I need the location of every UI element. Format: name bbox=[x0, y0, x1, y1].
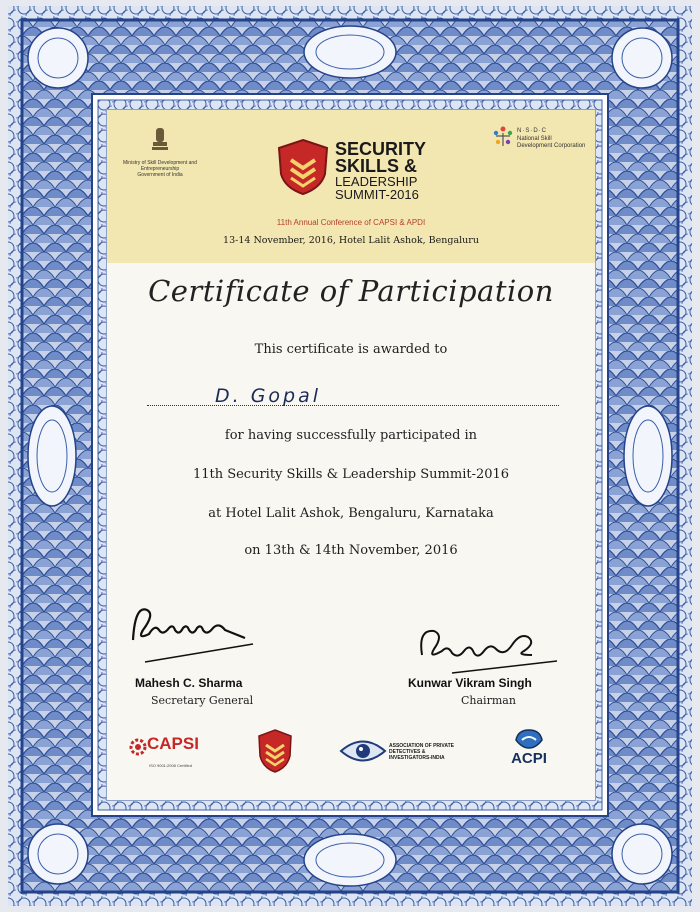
emblem-icon bbox=[150, 126, 170, 154]
ministry-text: Ministry of Skill Development and Entrepreneurship Government of India bbox=[123, 160, 197, 178]
summit-shield-icon bbox=[257, 728, 293, 774]
signatory-name-right: Kunwar Vikram Singh bbox=[408, 676, 532, 690]
header-banner bbox=[107, 110, 595, 263]
body-line: on 13th & 14th November, 2016 bbox=[244, 543, 458, 558]
certificate-title: Certificate of Participation bbox=[148, 274, 554, 308]
shield-icon bbox=[277, 138, 329, 196]
summit-title-line: LEADERSHIP bbox=[335, 174, 418, 189]
body-line: 11th Security Skills & Leadership Summit-2016 bbox=[192, 467, 510, 482]
nsdc-acronym: N·S·D·C bbox=[517, 128, 547, 134]
recipient-name: D. Gopal bbox=[215, 385, 322, 407]
summit-title-line: SUMMIT-2016 bbox=[335, 187, 419, 202]
ministry-logo bbox=[115, 126, 205, 178]
body-line: at Hotel Lalit Ashok, Bengaluru, Karnataka bbox=[208, 506, 494, 521]
capsi-text: CAPSI bbox=[147, 734, 199, 753]
capsi-subtext: ISO 9001:2008 Certified bbox=[149, 763, 192, 768]
body-line: for having successfully participated in bbox=[224, 428, 478, 443]
recipient-dotted-line bbox=[147, 405, 559, 406]
gear-icon bbox=[129, 738, 147, 756]
signature-right bbox=[412, 615, 562, 675]
people-icon bbox=[491, 124, 515, 148]
signatory-title-left: Secretary General bbox=[151, 694, 254, 707]
conference-subtitle: 11th Annual Conference of CAPSI & APDI bbox=[276, 218, 426, 227]
nsdc-name: National Skill Development Corporation bbox=[517, 136, 586, 149]
signatory-name-left: Mahesh C. Sharma bbox=[135, 676, 243, 690]
eye-icon bbox=[339, 738, 387, 764]
eagle-icon bbox=[514, 728, 544, 750]
summit-title-line: SKILLS & bbox=[335, 156, 418, 176]
capsi-logo bbox=[129, 732, 219, 772]
apdi-text: ASSOCIATION OF PRIVATE DETECTIVES & INVESTIGATORS-INDIA bbox=[389, 743, 455, 761]
awarded-to-text: This certificate is awarded to bbox=[254, 342, 448, 357]
apdi-logo bbox=[339, 738, 469, 770]
signature-left bbox=[125, 600, 255, 670]
event-dates: 13-14 November, 2016, Hotel Lalit Ashok, Bengaluru bbox=[223, 235, 479, 246]
acpi-logo bbox=[497, 728, 561, 772]
summit-logo bbox=[275, 136, 455, 202]
nsdc-logo bbox=[491, 124, 591, 164]
summit-title-line: SECURITY bbox=[335, 139, 427, 159]
certificate-paper bbox=[107, 110, 595, 800]
signatory-title-right: Chairman bbox=[461, 694, 516, 707]
acpi-text: ACPI bbox=[511, 750, 547, 767]
